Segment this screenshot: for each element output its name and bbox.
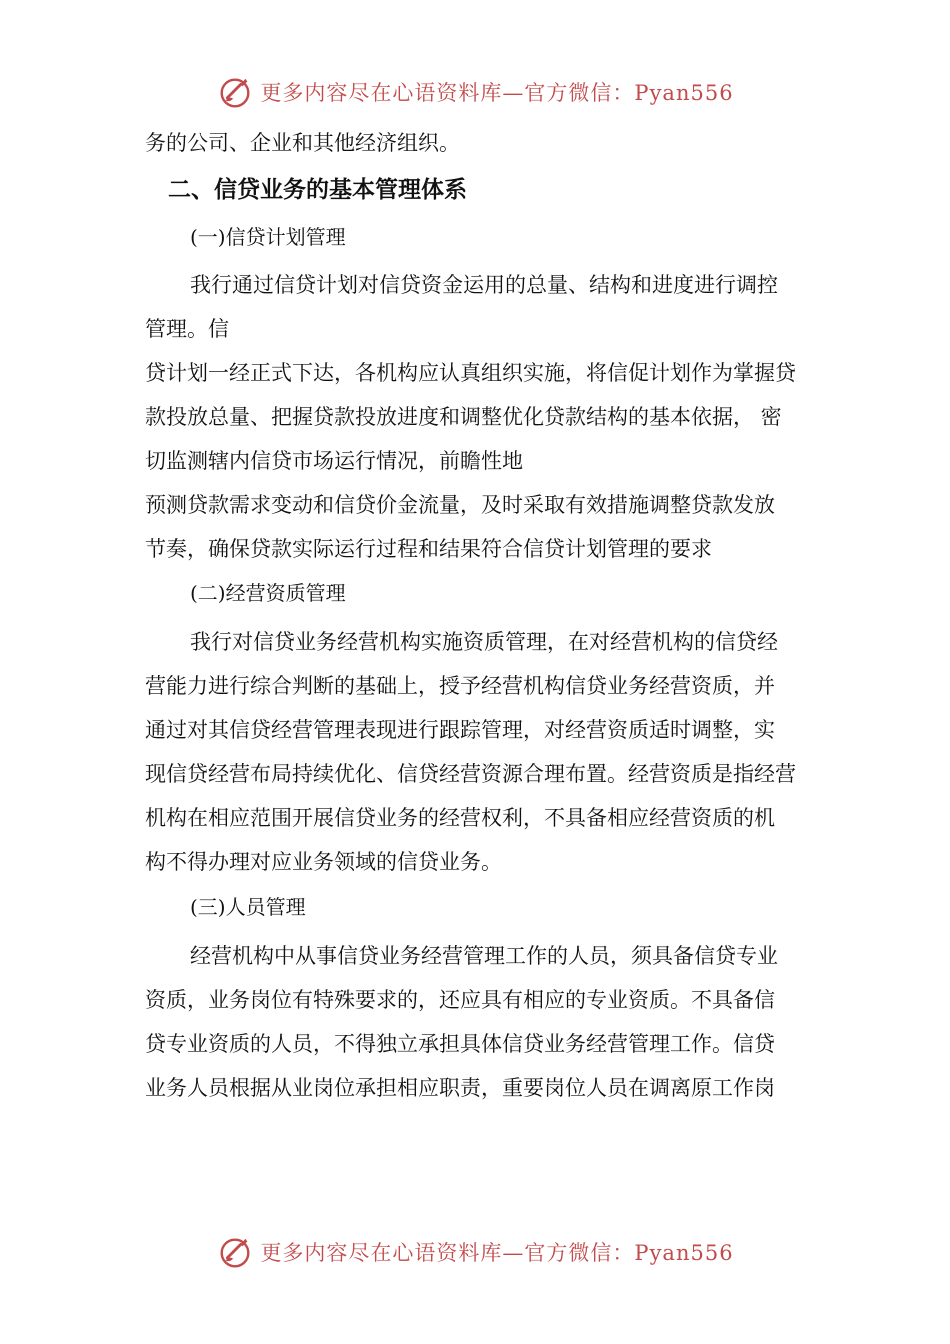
- subheading-qualification: (二)经营资质管理: [190, 581, 346, 605]
- text-line: 现信贷经营布局持续优化、信贷经营资源合理布置。经营资质是指经营: [145, 762, 796, 786]
- watermark-text: 更多内容尽在心语资料库—官方微信：Pyan556: [260, 1241, 734, 1265]
- footer-watermark: [0, 1230, 950, 1274]
- subheading-personnel: (三)人员管理: [190, 895, 306, 919]
- text-line: 资质，业务岗位有特殊要求的，还应具有相应的专业资质。不具备信: [145, 988, 775, 1012]
- text-line: 管理。信: [145, 317, 229, 341]
- text-line: 营能力进行综合判断的基础上，授予经营机构信贷业务经营资质，并: [145, 674, 775, 698]
- text-line: 构不得办理对应业务领域的信贷业务。: [145, 850, 502, 874]
- brush-logo-icon: [216, 1233, 254, 1271]
- text-line: 切监测辖内信贷市场运行情况，前瞻性地: [145, 449, 523, 473]
- section-heading: 二、信贷业务的基本管理体系: [168, 177, 467, 203]
- brush-logo-icon: [216, 73, 254, 111]
- text-line: 机构在相应范围开展信贷业务的经营权利，不具备相应经营资质的机: [145, 806, 775, 830]
- text-line: 节奏，确保贷款实际运行过程和结果符合信贷计划管理的要求: [145, 537, 712, 561]
- text-line: 贷专业资质的人员，不得独立承担具体信贷业务经营管理工作。信贷: [145, 1032, 775, 1056]
- text-line: 通过对其信贷经营管理表现进行跟踪管理，对经营资质适时调整，实: [145, 718, 775, 742]
- text-line: 贷计划一经正式下达，各机构应认真组织实施，将信促计划作为掌握贷: [145, 361, 796, 385]
- subheading-plan: (一)信贷计划管理: [190, 225, 346, 249]
- header-watermark: [0, 70, 950, 114]
- text-line: 业务人员根据从业岗位承担相应职责，重要岗位人员在调离原工作岗: [145, 1076, 775, 1100]
- text-line: 我行对信贷业务经营机构实施资质管理，在对经营机构的信贷经: [190, 630, 778, 654]
- text-line: 经营机构中从事信贷业务经营管理工作的人员，须具备信贷专业: [190, 944, 778, 968]
- text-line: 我行通过信贷计划对信贷资金运用的总量、结构和进度进行调控: [190, 273, 778, 297]
- watermark-text: 更多内容尽在心语资料库—官方微信：Pyan556: [260, 81, 734, 105]
- text-line: 款投放总量、把握贷款投放进度和调整优化贷款结构的基本依据， 密: [145, 405, 782, 429]
- text-line: 预测贷款需求变动和信贷价金流量，及时采取有效措施调整贷款发放: [145, 493, 775, 517]
- text-line: 务的公司、企业和其他经济组织。: [145, 131, 460, 155]
